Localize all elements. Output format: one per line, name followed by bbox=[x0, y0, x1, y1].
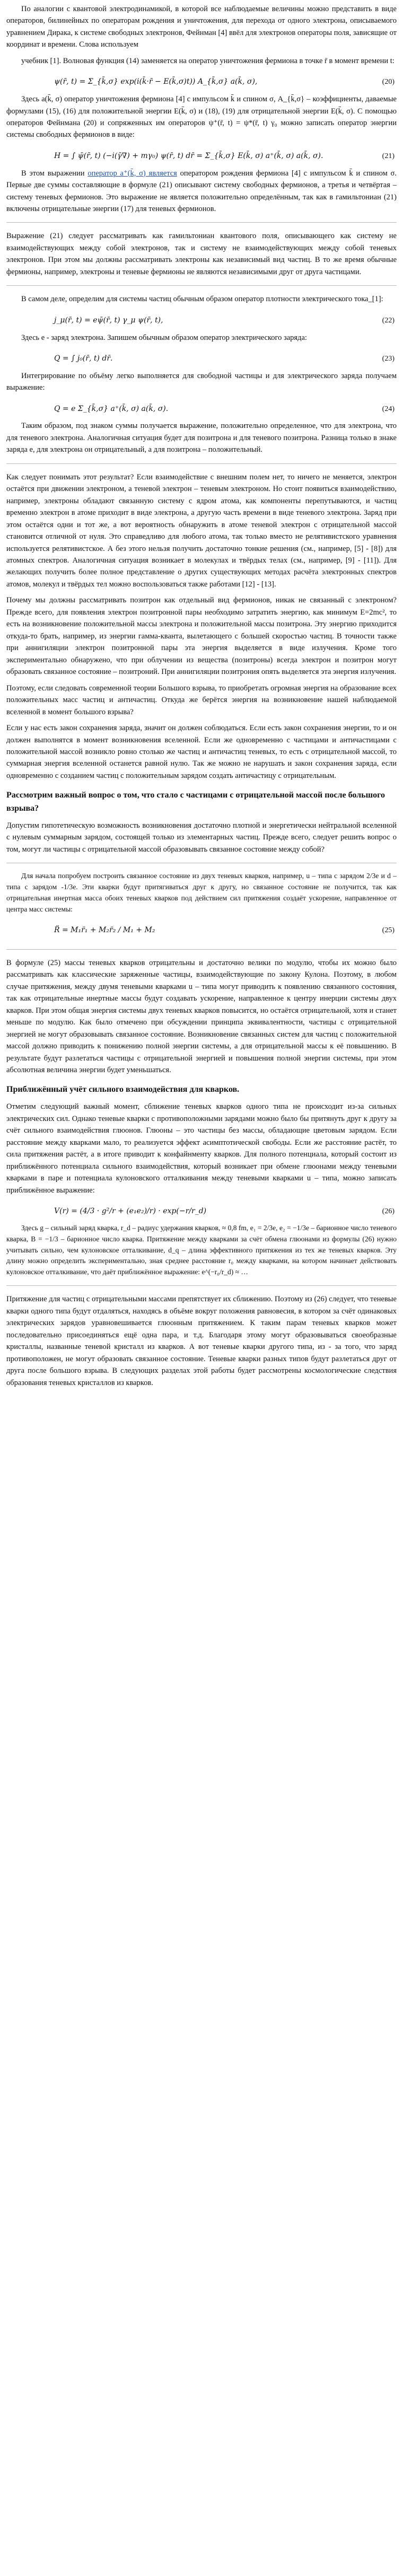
formula-20-body: ψ(r̄, t) = Σ_{k̄,σ} exp(i(k̄·r̄ − E(k̄,σ)t)) A_{k̄,σ} a(k̄, σ), bbox=[54, 77, 258, 86]
formula-23-body: Q = ∫ j₀(r̄, t) dr̄. bbox=[54, 354, 113, 363]
paragraph-2: учебник [1]. Волновая функция (14) заменяется на оператор уничтожения фермиона в точке r̄ в момент времени t: bbox=[21, 56, 395, 65]
formula-22-body: j_μ(r̄, t) = eψ̄(r̄, t) γ_μ ψ(r̄, t), bbox=[54, 316, 163, 325]
paragraph-4-end: оператором рождения фермиона [4] с импульсом k̄ и спином σ. Первые две суммы составляющие в формуле (21) описывают систему свободных фермионов, а третья и четвёртая – систему теневых фермионов. Это выражение не является положительно определённым, так как в гамильтониан (21) включены отрицательные энергии (17) для теневых фермионов. bbox=[6, 169, 397, 213]
paragraph-17: Отметим следующий важный момент, сближение теневых кварков одного типа не происходит из-за сильных электрических сил. Однако теневые кварки с противоположными зарядами можно было бы притянуть друг к другу за счёт сильного взаимодействия глюонов. Глюоны – это частицы без массы, обладающие цветовым зарядом. Если расстояние между кварками мало, то реализуется эффект асимптотической свободы. Если же расстояние растёт, то сила притяжения растёт, а в итоге приводит к конфайнменту кварков. Для полного потенциала, который состоит из приближённого потенциала сильного взаимодействия, который возникает при обмене глюонами между теневыми кварками в паре и потенциала кулоновского отталкивания между теневыми кварками u – типа, можно записать приближённое выражение: bbox=[6, 1102, 397, 1195]
formula-24-body: Q = e Σ_{k̄,σ} a⁺(k̄, σ) a(k̄, σ). bbox=[54, 404, 169, 413]
paragraph-13: Если у нас есть закон сохранения заряда, значит он должен соблюдаться. Если есть закон сохранения энергии, то и он должен выполнятся в момент возникновения вселенной. Если же одновременно с частицами и античастицами с положительной массой возникло ровно столько же частиц и античастиц теневых, то есть с отрицательной массой, то суммарная энергия вселенной останется равной нулю. Так же можно не нарушать и закон сохранения заряда, если одновременно с созданием частиц с положительным зарядом создать античастицу с отрицательным. bbox=[6, 724, 397, 780]
paragraph-4 bbox=[6, 168, 397, 215]
paragraph-9: Таким образом, под знаком суммы получается выражение, положительно определенное, что для электрона, что для теневого электрона. Аналогичная ситуация будет для позитрона и для теневого позитрона. Разница только в знаке заряда e, для электрона он отрицательный, а для позитрона – положительный. bbox=[6, 422, 397, 454]
formula-23-number: (23) bbox=[382, 354, 395, 363]
paragraph-3: Здесь a(k̄, σ) оператор уничтожения фермиона [4] с импульсом k̄ и спином σ, A_{k̄,σ} – коэффициенты, даваемые формулами (15), (16) для положительной энергии E(k̄, σ) и (18), (19) для отрицательной энергии E(k̄, σ). С помощью операторов Фейнмана (20) и сопряженных им операторов ψ⁺(r̄, t) = ψ*(r̄, t) γ₀ можно записать оператор энергии системы свободных фермионов в виде: bbox=[6, 95, 397, 139]
section-heading-1: Рассмотрим важный вопрос о том, что стало с частицами с отрицательной массой после большого взрыва? bbox=[6, 791, 385, 813]
formula-25 bbox=[6, 919, 397, 942]
separator-6 bbox=[6, 1285, 397, 1286]
operator-link[interactable]: оператор a⁺(k̄, σ) является bbox=[87, 169, 177, 178]
separator-1 bbox=[6, 222, 397, 223]
separator-3 bbox=[6, 463, 397, 464]
formula-21 bbox=[6, 145, 397, 168]
formula-21-body: H = ∫ ψ̄(r̄, t) (−i(γ̄∇) + mγ₀) ψ(r̄, t) dr̄ = Σ_{k̄,σ} E(k̄, σ) a⁺(k̄, σ) a(k̄, σ). bbox=[54, 151, 323, 160]
paragraph-15: Для начала попробуем построить связанное состояние из двух теневых кварков, например, u – типа с зарядом 2/3e и d – типа с зарядом -1/3e. Эти кварки будут притягиваться друг к другу, но связанное состояние не получится, так как отрицательная инертная масса обоих теневых кварков под действием сил притяжения создаёт ускорение, направленное от центра масс системы: bbox=[6, 872, 397, 914]
paragraph-19: Притяжение для частиц с отрицательными массами препятствует их сближению. Поэтому из (26) следует, что теневые кварки одного типа будут отдаляться, находясь в объёме вокруг положения равновесия, в котором за счёт одинаковых электрических зарядов уравновешивается глюонным притяжением. К таким парам теневых кварков может последовательно присоединяться ещё одна пара, и т.д. Благодаря этому могут образовываться своеобразные кристаллы, названные теневой кристалл из кварков. А вот теневые кварки другого типа, из - за того, что заряд противоположен, не могут образовать связанное состояние. Теневые кварки разных типов будут разлетаться друг от друга после большого взрыва. В следующих разделах этой работы будет рассмотрены космологические следствия образования теневых кристаллов из кварков. bbox=[6, 1295, 397, 1387]
paragraph-12: Поэтому, если следовать современной теории Большого взрыва, то приобретать огромная энергия на образование всех положительных масс частиц и античастиц. Откуда же берётся энергия на возникновение нашей наблюдаемой вселенной в момент большого взрыва? bbox=[6, 684, 397, 716]
paragraph-8: Интегрирование по объёму легко выполняется для свободной частицы и для электрического заряда получаем выражение: bbox=[6, 371, 397, 392]
formula-26 bbox=[6, 1201, 397, 1223]
formula-25-body: R̈ = M₁r̈₁ + M₂r̈₂ / M₁ + M₂ bbox=[54, 926, 155, 935]
paragraph-5: Выражение (21) следует рассматривать как гамильтониан квантового поля, описывающего как систему не взаимодействующих между собой электронов, так и систему не взаимодействующих между собой теневых электронов. При этом мы должны рассматривать электроны как независимый вид частиц. В то же время обычные фермионы, например, электроны и теневые фермионы не являются независимыми друг от друга частицами. bbox=[6, 232, 397, 276]
formula-25-number: (25) bbox=[382, 926, 395, 935]
section-heading-2: Приближённый учёт сильного взаимодействия для кварков. bbox=[6, 1085, 240, 1094]
separator-2 bbox=[6, 285, 397, 286]
paragraph-16: В формуле (25) массы теневых кварков отрицательны и достаточно велики по модулю, чтобы их можно было рассматривать как классические заряженные частицы, взаимодействующие по закону Кулона. Поэтому, в любом случае притяжения, между двумя теневыми кварками u – типа могут приводить к появлению связанного состояния, так как отрицательные инертные массы будут создавать ускорение, направленное к центру инерции системы двух кварков. При этом общая энергия системы двух теневых кварков повысится, но остаётся отрицательной, хотя и станет меньше по модулю. Как было отмечено при обсуждении принципа эквивалентности, частицы с отрицательной энергией не могут образовывать связанное состояние. Возникновение связанных систем для частиц с положительной массой должно приводить к понижению полной энергии системы, а для отрицательной массы к её повышению. В результате будут разлетаться частицы с отрицательной энергией и повышения полной энергии системы, при этом абсолютная величина энергии будет уменьшаться. bbox=[6, 958, 397, 1074]
formula-20-number: (20) bbox=[382, 78, 395, 86]
paragraph-10: Как следует понимать этот результат? Если взаимодействие с внешним полем нет, то ничего не меняется, электрон остаётся при движении электроном, а теневой электрон – теневым электроном. Но стоит появиться взаимодействию, например, электроны обладают связанную систему с ядром атома, как компоненты перепутываются, и частиц временно электрон в атоме приходит в виде электрона, а другую часть времени в виде теневого электрона. Заряд при этом остаётся одни и тот же, а вот вероятность обнаружить в атоме теневой электрон с отрицательной массой становится отличной от нуля. Это справедливо для любого атома, так только вместо не релятивистского уравнения используется релятивистское. А без этого нельзя получить достаточно тонкие решения (см., например, [5] - [8]) для атомных спектров. Аналогичная ситуация возникает в молекулах и твёрдых телах (см., например, [9] - [11]). Для желающих получить более полное представление о других существующих методах расчёта электронных спектров атомов, молекул и твёрдых тел можно воспользоваться также работами [12] - [13]. bbox=[6, 472, 397, 589]
formula-26-number: (26) bbox=[382, 1207, 395, 1216]
formula-20 bbox=[6, 71, 397, 93]
formula-22 bbox=[6, 310, 397, 332]
paragraph-14: Допустим гипотетическую возможность возникновения достаточно плотной и энергетически нейтральной вселенной с нулевым суммарным зарядом, состоящей только из элементарных частиц. Прежде всего, следует решить вопрос о том, могут ли частицы с отрицательной массой образовывать связанное состояние между собой? bbox=[6, 821, 397, 854]
formula-24-number: (24) bbox=[382, 405, 395, 413]
paragraph-7: Здесь e - заряд электрона. Запишем обычным образом оператор электрического заряда: bbox=[21, 333, 307, 342]
paragraph-4-start: В этом выражении bbox=[21, 169, 88, 178]
formula-21-number: (21) bbox=[382, 152, 395, 160]
paragraph-6: В самом деле, определим для системы частиц обычным образом оператор плотности электрического тока_[1]: bbox=[21, 295, 383, 304]
paragraph-18: Здесь g – сильный заряд кварка, r_d – радиус удержания кварков, ≈ 0,8 fm, e₁ = 2/3e, e₂ = −1/3e – барионное число теневого кварка, B = −1/3 – барионное число кварка. Притяжение между кварками за счёт обмена глюонами из формулы (26) нужно учитывать сильно, чем кулоновское отталкивание, d_q – длина эффективного притяжения из тех же теневых кварков. Эту длину можно определить экспериментально, зная среднее расстояние r₀ между кварками, на котором начинает действовать кулоновское отталкивание, что даёт приближённое выражение: e^(−r₀/r_d) ≈ … bbox=[6, 1223, 397, 1276]
separator-5 bbox=[6, 949, 397, 950]
formula-23 bbox=[6, 348, 397, 370]
formula-24 bbox=[6, 398, 397, 420]
formula-26-body: V(r) = (4/3 · g²/r + (e₁e₂)/r) · exp(−r/r_d) bbox=[54, 1207, 207, 1216]
paragraph-1: По аналогии с квантовой электродинамикой, в которой все наблюдаемые величины можно представить в виде операторов, билинейных по операторам рождения и уничтожения, для перехода от одного электрона, описываемого уравнением Дирака, к системе свободных электронов, Фейнман [4] ввёл для электронов операторы поля, зависящие от координат и времени. Слова используем bbox=[6, 5, 397, 49]
paragraph-11: Почему мы должны рассматривать позитрон как отдельный вид фермионов, никак не связанный с электроном? Прежде всего, для появления электрон позитронной пары необходимо затратить энергию, как минимум E=2mc², то есть на возникновение положительной массы электрона и положительной массы позитрона. Эту энергию приходится откуда-то брать, например, из энергии гамма-кванта, вылетающего с большей скоростью частиц. В точности также при аннигиляции электрон позитронной пары эта энергия выделяется в виде излучения. Кроме того экспериментально обнаружено, что при облучении из вещества (позитроны) всегда электрон и позитрон могут образовать связанное состояние – позитроний. При аннигиляции позитрония опять выделяется эта энергия излучения. bbox=[6, 596, 397, 677]
formula-22-number: (22) bbox=[382, 316, 395, 325]
